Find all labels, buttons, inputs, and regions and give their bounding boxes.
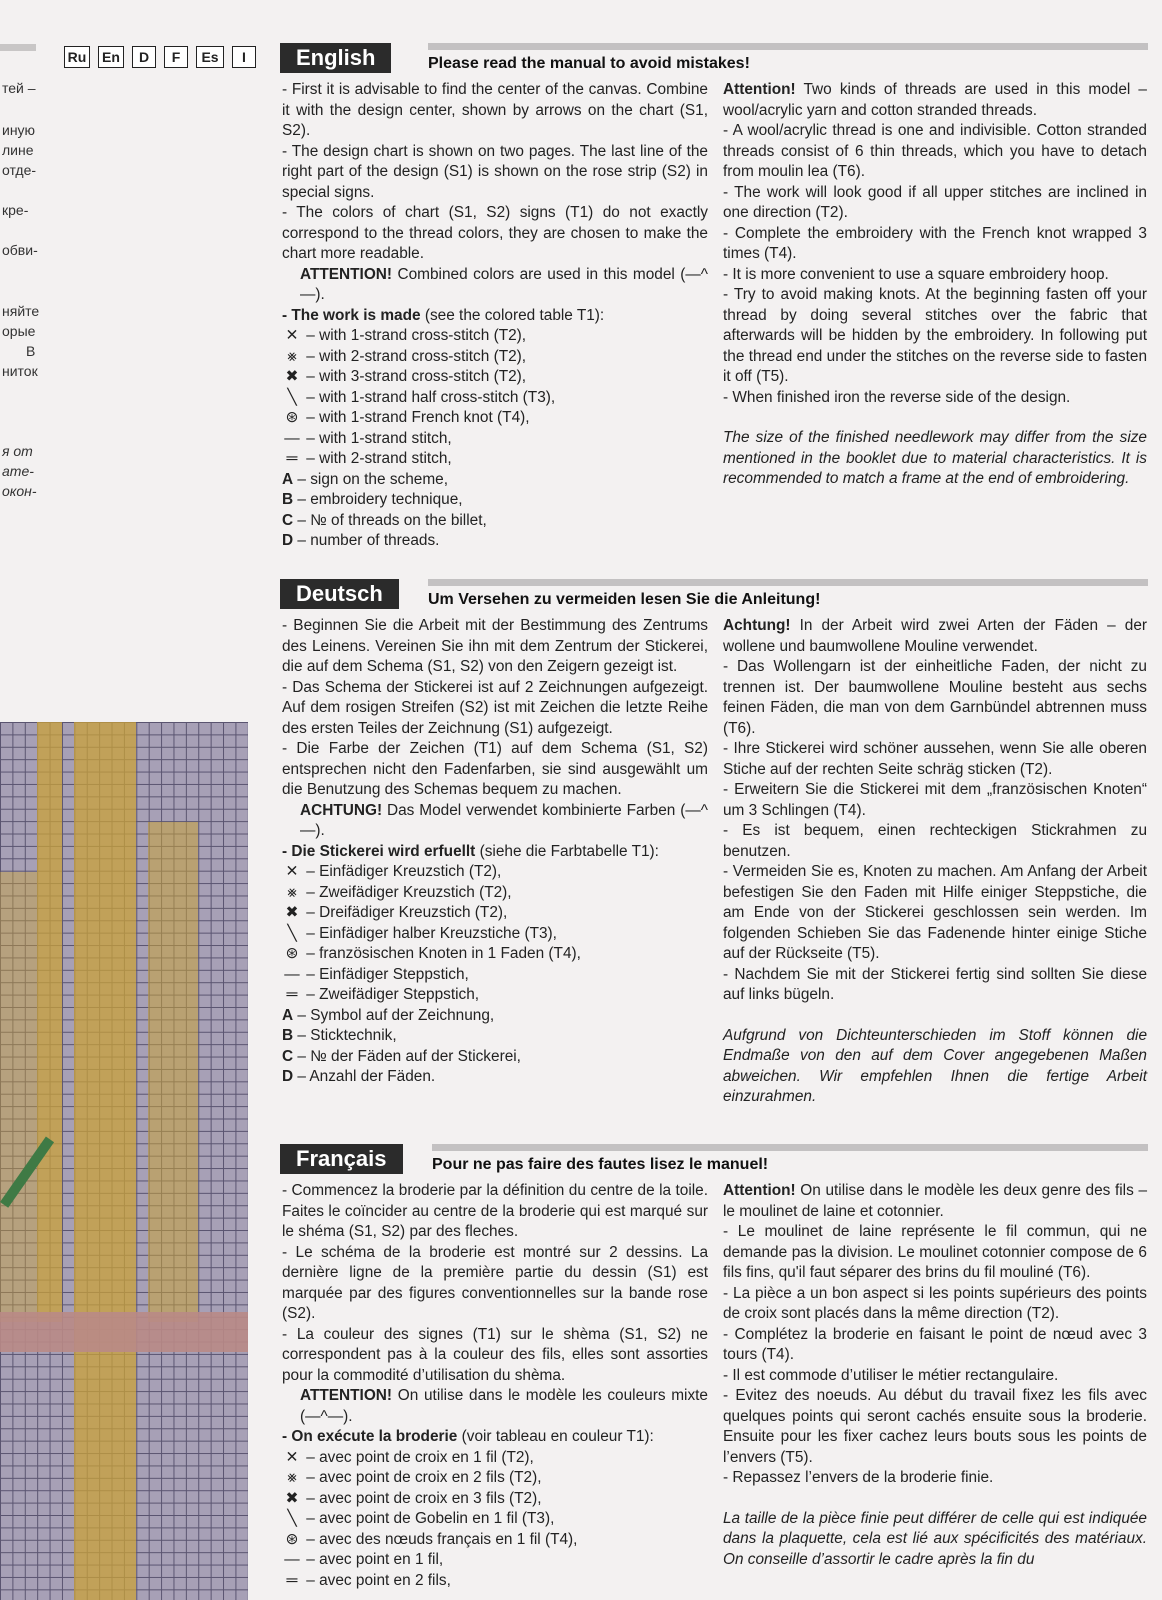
section-subtitle: Pour ne pas faire des fautes lisez le manuel!: [432, 1156, 769, 1173]
english-left-column: [282, 80, 708, 552]
lang-tab-en[interactable]: En: [98, 46, 124, 68]
size-note: Aufgrund von Dichteunterschieden im Stoff können die Endmaße von den auf dem Cover angegebenen Maßen abweichen. Wir empfehlen Ihnen die fertige Arbeit einzurahmen.: [723, 1026, 1147, 1105]
legend-item: [282, 490, 708, 511]
legend-item: [282, 862, 708, 883]
legend-item: [282, 985, 708, 1006]
legend-list: [282, 1448, 708, 1592]
francais-right-column: [723, 1181, 1147, 1570]
chart-gold-band: [0, 872, 37, 1322]
francais-header: [280, 1144, 1150, 1178]
attention-label: ACHTUNG!: [300, 801, 383, 819]
deutsch-header: [280, 579, 1150, 613]
attention-paragraph: [282, 801, 708, 842]
fragment-line: иную: [2, 122, 36, 138]
fragment-line: обви-: [2, 242, 38, 258]
fragment-line: окон-: [2, 483, 37, 499]
legend-text: – französischen Knoten in 1 Faden (T4),: [306, 945, 581, 962]
legend-text: – Symbol auf der Zeichnung,: [297, 1006, 495, 1024]
fragment-line: отде-: [2, 162, 37, 178]
legend-text: – № of threads on the billet,: [297, 511, 487, 529]
chart-gold-band: [37, 722, 62, 1322]
paragraph: - The design chart is shown on two pages. The last line of the right part of the design (S1) is shown on the rose strip (S2) in special signs.: [282, 142, 708, 201]
half-cross-stitch-icon: ╲: [287, 924, 297, 942]
double-stitch-icon: ═: [286, 986, 298, 1003]
work-label: - Die Stickerei wird erfuellt: [282, 842, 476, 860]
paragraph: - Evitez des noeuds. Au début du travail fixez les fils avec quelques points qui seront cachés ensuite sous la broderie. Ensuite pour les fixer cachez leurs bouts sous les points de l’envers (T5).: [723, 1387, 1147, 1466]
attention-label: Achtung!: [723, 617, 791, 634]
attention-paragraph: [723, 616, 1147, 657]
attention-label: Attention!: [723, 1182, 796, 1199]
paragraph: - Das Wollengarn ist der einheitliche Faden, der nicht zu trennen ist. Der baumwollene Mouline besteht aus sechs feinen Fäden, die man von dem Garnbündel abtrennen muss (T6).: [723, 658, 1147, 737]
section-rule: [428, 579, 1148, 586]
legend-item: [282, 1509, 708, 1530]
chart-gold-band: [148, 822, 198, 1322]
paragraph: - Beginnen Sie die Arbeit mit der Bestimmung des Zentrums des Leinens. Vereinen Sie ihn mit dem Zentrum der Stickerei, die auf dem Schema (S1, S2) von den Zeigern gezeigt ist.: [282, 617, 708, 675]
paragraph: - Il est commode d’utiliser le métier rectangulaire.: [723, 1366, 1059, 1384]
legend-item: [282, 1530, 708, 1551]
legend-item: [282, 511, 708, 532]
legend-item: [282, 1006, 708, 1027]
fragment-line: орые: [2, 323, 36, 339]
legend-item: [282, 1489, 708, 1510]
legend-text: – Zweifädiger Kreuzstich (T2),: [306, 883, 512, 901]
half-cross-stitch-icon: ╲: [287, 1510, 297, 1527]
chart-gold-band: [74, 722, 136, 1600]
attention-paragraph: [282, 1386, 708, 1427]
paragraph: - Nachdem Sie mit der Stickerei fertig sind sollten Sie diese auf links bügeln.: [723, 965, 1147, 1003]
legend-text: – avec point en 1 fil,: [306, 1551, 444, 1568]
attention-label: ATTENTION!: [300, 265, 393, 283]
chart-rose-strip: [0, 1312, 248, 1352]
double-stitch-icon: ═: [286, 1571, 298, 1589]
fragment-line: я от: [2, 443, 33, 459]
fragment-line: тей –: [2, 80, 36, 96]
legend-item: [282, 924, 708, 945]
attention-paragraph: [723, 80, 1147, 121]
paragraph: - Complete the embroidery with the French knot wrapped 3 times (T4).: [723, 224, 1147, 262]
legend-list: [282, 326, 708, 552]
triple-cross-stitch-icon: ✖: [285, 368, 299, 385]
cross-stitch-chart-fragment: [0, 722, 248, 1600]
double-cross-stitch-icon: ⨳: [287, 883, 297, 901]
paragraph: - La pièce a un bon aspect si les points supérieurs des points de croix sont placés dans la même direction (T2).: [723, 1284, 1147, 1322]
legend-key: A: [282, 1006, 294, 1024]
legend-text: – Zweifädiger Steppstich,: [306, 986, 480, 1003]
legend-key: D: [282, 1068, 294, 1085]
legend-item: [282, 408, 708, 429]
work-label: - On exécute la broderie: [282, 1428, 458, 1445]
lang-tab-fr[interactable]: F: [164, 46, 188, 68]
single-stitch-icon: —: [284, 965, 300, 983]
legend-list: [282, 862, 708, 1088]
deutsch-left-column: [282, 616, 708, 1088]
work-text: (voir tableau en couleur T1):: [457, 1428, 654, 1445]
work-text: (siehe die Farbtabelle T1):: [475, 842, 659, 860]
triple-cross-stitch-icon: ✖: [285, 904, 299, 921]
paragraph: - Vermeiden Sie es, Knoten zu machen. Am Anfang der Arbeit befestigen Sie den Faden mit Hilfe einiger Steppstiche, die am Ende von der Stickerei geschlossen sein werden. Im folgenden Schieben Sie das Fadenende hinter einige Stiche auf der Rückseite (T5).: [723, 863, 1147, 962]
paragraph: - When finished iron the reverse side of the design.: [723, 388, 1071, 406]
attention-paragraph: [282, 265, 708, 306]
attention-text: In der Arbeit wird zwei Arten der Fäden – der wollene und baumwollene Mouline verwendet.: [723, 617, 1147, 655]
legend-item: [282, 1047, 708, 1068]
fragment-line: кре-: [2, 202, 29, 218]
attention-text: On utilise dans le modèle les couleurs mixte (—^—).: [300, 1387, 708, 1425]
attention-label: ATTENTION!: [300, 1387, 393, 1404]
legend-item: [282, 944, 708, 965]
legend-item: [282, 347, 708, 368]
paragraph: - It is more convenient to use a square embroidery hoop.: [723, 265, 1109, 283]
section-subtitle: Please read the manual to avoid mistakes!: [428, 55, 750, 72]
deutsch-right-column: [723, 616, 1147, 1108]
work-text: (see the colored table T1):: [420, 306, 605, 324]
legend-item: [282, 903, 708, 924]
double-cross-stitch-icon: ⨳: [287, 347, 297, 365]
paragraph: - Erweitern Sie die Stickerei mit dem „französischen Knoten“ um 3 Schlingen (T4).: [723, 781, 1147, 819]
size-note: The size of the finished needlework may differ from the size mentioned in the booklet due to material characteristics. It is recommended to match a frame at the end of embroidering.: [723, 429, 1147, 487]
attention-text: Combined colors are used in this model (—^—).: [300, 265, 708, 303]
legend-text: – avec point de croix en 3 fils (T2),: [306, 1489, 542, 1507]
single-stitch-icon: —: [284, 1551, 300, 1568]
legend-key: B: [282, 491, 294, 508]
paragraph: - The colors of chart (S1, S2) signs (T1) do not exactly correspond to the thread colors, they are chosen to make the chart more readable.: [282, 204, 708, 262]
legend-text: – Einfädiger halber Kreuzstiche (T3),: [306, 924, 557, 942]
fragment-line: ате-: [2, 463, 34, 479]
attention-text: On utilise dans le modèle les deux genre des fils – le moulinet de laine et cotonnier.: [723, 1182, 1147, 1220]
legend-item: [282, 531, 708, 552]
attention-text: Das Model verwendet kombinierte Farben (—^—).: [300, 801, 708, 839]
lang-tab-it[interactable]: I: [232, 46, 256, 68]
legend-text: – with 2-strand stitch,: [306, 450, 452, 467]
legend-text: – with 3-strand cross-stitch (T2),: [306, 368, 527, 385]
legend-text: – with 1-strand cross-stitch (T2),: [306, 327, 527, 344]
section-subtitle: Um Versehen zu vermeiden lesen Sie die Anleitung!: [428, 591, 821, 608]
left-page-fragment: [0, 0, 40, 700]
work-paragraph: [282, 842, 708, 863]
section-title: Deutsch: [280, 579, 399, 609]
legend-item: [282, 388, 708, 409]
legend-text: – number of threads.: [297, 532, 440, 549]
legend-item: [282, 449, 708, 470]
legend-item: [282, 1026, 708, 1047]
legend-key: B: [282, 1027, 294, 1044]
legend-item: [282, 1067, 708, 1088]
legend-item: [282, 1468, 708, 1489]
lang-tab-ru[interactable]: Ru: [64, 46, 90, 68]
legend-text: – avec point de Gobelin en 1 fil (T3),: [306, 1510, 555, 1527]
paragraph: - Le schéma de la broderie est montré sur 2 dessins. La dernière ligne de la première partie du dessin (S1) est marquée par des figures conventionnelles sur la bande rose (S2).: [282, 1243, 708, 1322]
legend-text: – with 1-strand stitch,: [306, 429, 452, 447]
legend-item: [282, 965, 708, 986]
legend-item: [282, 470, 708, 491]
paragraph: - Repassez l’envers de la broderie finie.: [723, 1469, 994, 1486]
cross-stitch-icon: ✕: [285, 863, 299, 880]
legend-text: – embroidery technique,: [297, 491, 463, 508]
fragment-line: лине: [2, 142, 34, 158]
double-stitch-icon: ═: [286, 450, 298, 467]
legend-text: – with 1-strand French knot (T4),: [306, 409, 530, 426]
cross-stitch-icon: ✕: [285, 1448, 299, 1466]
half-cross-stitch-icon: ╲: [287, 388, 297, 406]
french-knot-icon: ⊛: [285, 409, 299, 426]
cross-stitch-icon: ✕: [285, 327, 299, 344]
lang-tab-es[interactable]: Es: [196, 46, 224, 68]
paragraph: - Es ist bequem, einen rechteckigen Stickrahmen zu benutzen.: [723, 822, 1147, 860]
legend-text: – avec point de croix en 1 fil (T2),: [306, 1448, 534, 1466]
legend-item: [282, 326, 708, 347]
section-title: English: [280, 43, 391, 73]
legend-item: [282, 367, 708, 388]
legend-text: – № der Fäden auf der Stickerei,: [297, 1047, 521, 1065]
paragraph: - Commencez la broderie par la définition du centre de la toile. Faites le coïncider au centre de la broderie qui est marqué sur le shéma (S1, S2) par des fleches.: [282, 1182, 708, 1240]
single-stitch-icon: —: [284, 429, 300, 447]
legend-text: – Einfädiger Kreuzstich (T2),: [306, 863, 502, 880]
paragraph: - Le moulinet de laine représente le fil commun, qui ne demande pas la division. Le moulinet cotonnier compose de 6 fils fins, qu'il faut séparer des brins du fil mouliné (T6).: [723, 1223, 1147, 1281]
paragraph: - Complétez la broderie en faisant le point de nœud avec 3 tours (T4).: [723, 1325, 1147, 1363]
paragraph: - First it is advisable to find the center of the canvas. Combine it with the design center, shown by arrows on the chart (S1, S2).: [282, 81, 708, 139]
legend-item: [282, 429, 708, 450]
work-paragraph: [282, 306, 708, 327]
legend-text: – Anzahl der Fäden.: [297, 1068, 436, 1085]
legend-item: [282, 883, 708, 904]
lang-tab-de[interactable]: D: [132, 46, 156, 68]
legend-text: – Sticktechnik,: [297, 1027, 397, 1044]
legend-text: – with 1-strand half cross-stitch (T3),: [306, 388, 556, 406]
work-label: - The work is made: [282, 306, 421, 324]
section-title: Français: [280, 1144, 403, 1174]
paragraph: - The work will look good if all upper stitches are inclined in one direction (T2).: [723, 183, 1147, 221]
legend-item: [282, 1550, 708, 1571]
legend-text: – avec point de croix en 2 fils (T2),: [306, 1469, 542, 1486]
paragraph: - Try to avoid making knots. At the beginning fasten off your thread by doing several stitches over the fabric that afterwards will be hidden by the embroidery. In following put the thread end under the stitches on the reverse side to fasten it off (T5).: [723, 286, 1147, 385]
section-rule: [428, 43, 1148, 50]
french-knot-icon: ⊛: [285, 945, 299, 962]
legend-text: – avec des nœuds français en 1 fil (T4),: [306, 1530, 578, 1548]
fragment-line: няйте: [2, 303, 40, 319]
francais-left-column: [282, 1181, 708, 1591]
legend-key: D: [282, 532, 294, 549]
legend-text: – Dreifädiger Kreuzstich (T2),: [306, 904, 508, 921]
paragraph: - La couleur des signes (T1) sur le shèma (S1, S2) ne correspondent pas à la couleur des fils, elles sont assorties pour la commodité d’utilisation du shèma.: [282, 1325, 708, 1384]
paragraph: - Ihre Stickerei wird schöner aussehen, wenn Sie alle oberen Stiche auf der rechten Seite schräg sticken (T2).: [723, 740, 1147, 778]
english-right-column: [723, 80, 1147, 490]
french-knot-icon: ⊛: [285, 1530, 299, 1548]
size-note: La taille de la pièce finie peut différer de celle qui est indiquée dans la plaquette, cela est lié aux spécificités des matériaux. On conseille d’assortir le cadre après la fin du: [723, 1509, 1147, 1568]
legend-text: – sign on the scheme,: [297, 470, 448, 488]
language-tabs: [64, 46, 256, 68]
legend-text: – avec point en 2 fils,: [306, 1571, 451, 1589]
paragraph: - A wool/acrylic thread is one and indivisible. Cotton stranded threads consist of 6 thin threads, which you have to detach from moulin lea (T6).: [723, 122, 1147, 180]
legend-item: [282, 1448, 708, 1469]
section-rule: [432, 1144, 1148, 1151]
work-paragraph: [282, 1427, 708, 1448]
double-cross-stitch-icon: ⨳: [287, 1469, 297, 1486]
legend-key: C: [282, 1047, 294, 1065]
fragment-line: В: [26, 343, 36, 359]
legend-key: A: [282, 470, 294, 488]
attention-text: Two kinds of threads are used in this model – wool/acrylic yarn and cotton stranded threads.: [723, 81, 1147, 119]
paragraph: - Das Schema der Stickerei ist auf 2 Zeichnungen aufgezeigt. Auf dem rosigen Streifen (S2) ist mit Zeichen die letzte Reihe des ersten Teiles der Zeichnung (S1) aufgezeigt.: [282, 678, 708, 737]
legend-text: – with 2-strand cross-stitch (T2),: [306, 347, 527, 365]
triple-cross-stitch-icon: ✖: [285, 1489, 299, 1507]
paragraph: - Die Farbe der Zeichen (T1) auf dem Schema (S1, S2) entsprechen nicht den Fadenfarben, sie sind ausgewählt um die Benutzung des Schemas bequem zu machen.: [282, 740, 708, 798]
attention-label: Attention!: [723, 81, 796, 98]
english-header: [280, 43, 1150, 77]
attention-paragraph: [723, 1181, 1147, 1222]
legend-text: – Einfädiger Steppstich,: [306, 965, 469, 983]
legend-key: C: [282, 511, 294, 529]
legend-item: [282, 1571, 708, 1592]
fragment-line: ниток: [2, 363, 38, 379]
